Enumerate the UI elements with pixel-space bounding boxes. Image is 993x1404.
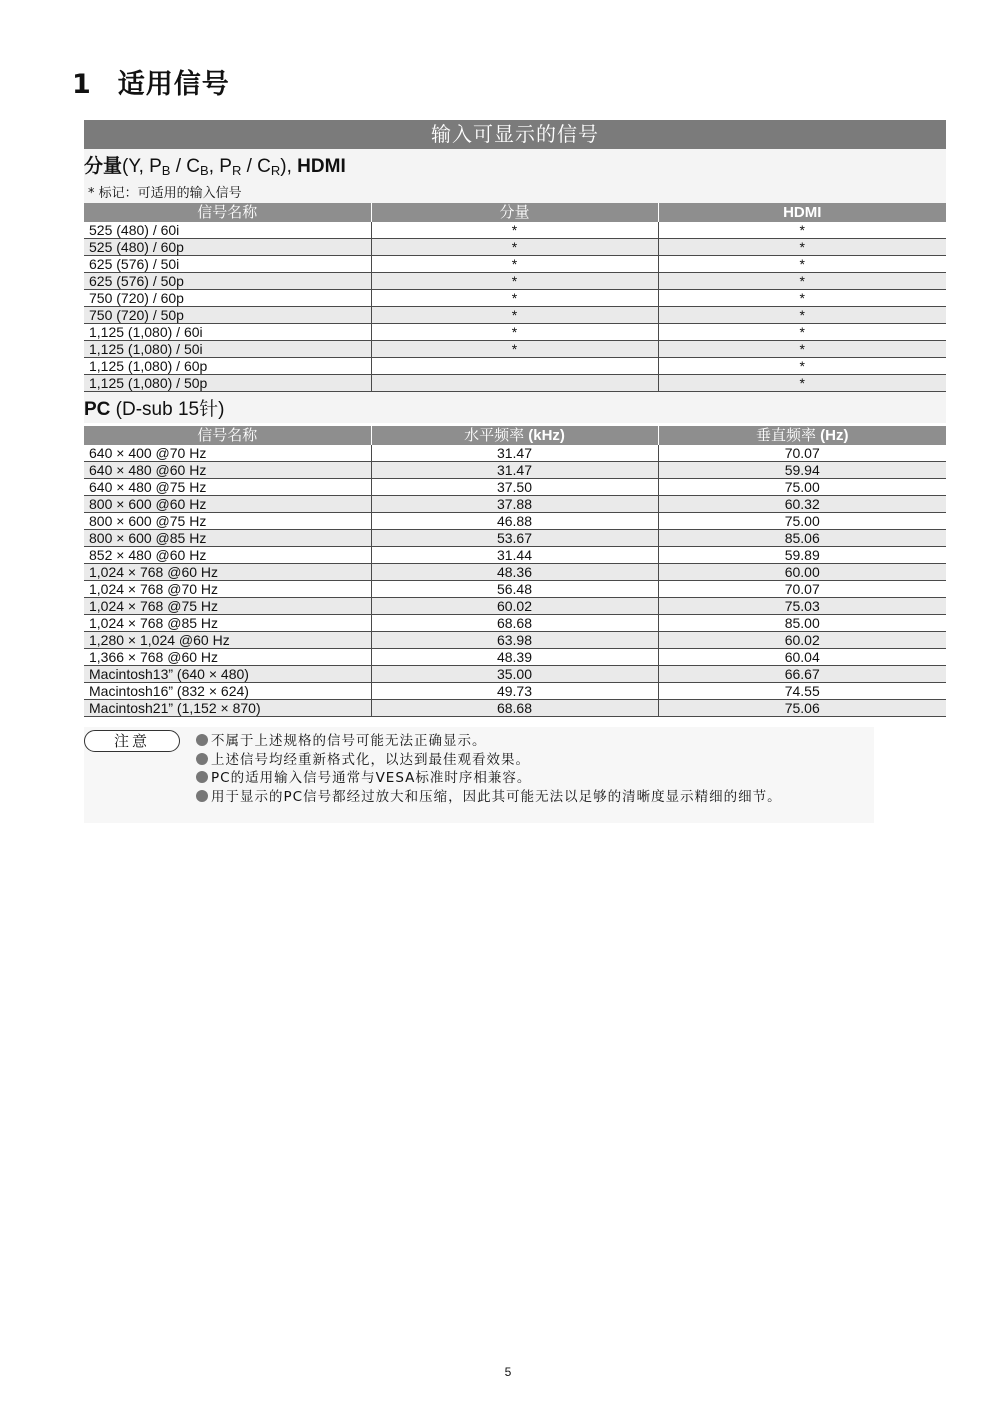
component-table-body [84, 222, 946, 392]
component-title-comma: , P [208, 156, 232, 177]
bullet-icon [196, 753, 208, 765]
bullet-icon [196, 790, 208, 802]
pc-table-cell: 59.89 [658, 547, 946, 564]
component-table-cell: * [658, 273, 946, 290]
component-table-cell: * [658, 324, 946, 341]
pc-table-cell: 1,024 × 768 @85 Hz [84, 615, 371, 632]
pc-table-cell: 75.06 [658, 700, 946, 717]
component-table-cell: * [371, 307, 658, 324]
component-table-cell: * [371, 222, 658, 239]
component-table-cell: * [371, 290, 658, 307]
note-item [196, 788, 782, 807]
component-title-prefix: 分量 [84, 156, 123, 177]
table-row [84, 513, 946, 530]
component-table-cell [371, 375, 658, 392]
table-row [84, 273, 946, 290]
table-row [84, 564, 946, 581]
pc-table-body [84, 445, 946, 717]
horizontal-frequency-label: 水平频率 [464, 427, 529, 444]
pc-table-cell: 1,366 × 768 @60 Hz [84, 649, 371, 666]
pc-table-cell: 60.00 [658, 564, 946, 581]
pc-table-cell: 49.73 [371, 683, 658, 700]
pc-table-cell: 1,024 × 768 @60 Hz [84, 564, 371, 581]
pc-table-cell: 37.50 [371, 479, 658, 496]
table-row [84, 222, 946, 239]
pc-table-cell: 852 × 480 @60 Hz [84, 547, 371, 564]
component-table-cell: * [658, 341, 946, 358]
pc-table-header [84, 426, 946, 445]
pc-table-cell: 63.98 [371, 632, 658, 649]
column-header-signal-name: 信号名称 [84, 426, 371, 445]
bullet-icon [196, 734, 208, 746]
note-text: PC的适用输入信号通常与VESA标准时序相兼容。 [211, 770, 532, 786]
pc-table-cell: 75.00 [658, 513, 946, 530]
component-title-open: (Y, P [122, 156, 162, 177]
component-table-cell [371, 358, 658, 375]
pc-table-cell: 60.02 [371, 598, 658, 615]
table-row [84, 239, 946, 256]
table-row [84, 496, 946, 513]
pc-table-cell: 1,024 × 768 @70 Hz [84, 581, 371, 598]
note-item [196, 769, 782, 788]
table-row [84, 256, 946, 273]
table-row [84, 547, 946, 564]
component-table-cell: * [371, 273, 658, 290]
component-table-cell: 525 (480) / 60i [84, 222, 371, 239]
pc-table-cell: 68.68 [371, 615, 658, 632]
component-table-cell: * [658, 375, 946, 392]
column-header-signal-name: 信号名称 [84, 203, 371, 222]
component-panel [84, 149, 946, 203]
pc-table-cell: 60.04 [658, 649, 946, 666]
pc-table-cell: 48.36 [371, 564, 658, 581]
pc-table-cell: Macintosh16” (832 × 624) [84, 683, 371, 700]
pc-table-cell: 31.47 [371, 462, 658, 479]
component-title-hdmi: HDMI [297, 156, 346, 177]
section-title: 适用信号 [117, 69, 230, 100]
signals-content [84, 120, 946, 823]
component-table-cell: * [371, 341, 658, 358]
pc-table-cell: 60.02 [658, 632, 946, 649]
pc-title-rest: (D-sub 15针) [110, 399, 225, 420]
component-table-cell: 625 (576) / 50p [84, 273, 371, 290]
notes-list [196, 732, 782, 806]
pc-table-cell: 800 × 600 @85 Hz [84, 530, 371, 547]
column-header-hdmi [658, 203, 946, 222]
component-table-cell: 750 (720) / 60p [84, 290, 371, 307]
pc-table-cell: 68.68 [371, 700, 658, 717]
notes-box [84, 727, 874, 823]
component-table-cell: * [658, 307, 946, 324]
table-row [84, 598, 946, 615]
bullet-icon [196, 771, 208, 783]
column-header-hdmi-label: HDMI [783, 204, 822, 221]
table-row [84, 530, 946, 547]
horizontal-frequency-unit: (kHz) [528, 427, 565, 444]
component-table-cell: 1,125 (1,080) / 60p [84, 358, 371, 375]
table-row [84, 290, 946, 307]
pc-table-cell: 46.88 [371, 513, 658, 530]
pc-table-cell: 800 × 600 @60 Hz [84, 496, 371, 513]
pc-table-cell: 70.07 [658, 581, 946, 598]
pc-signal-table [84, 426, 946, 717]
pc-table-cell: 640 × 400 @70 Hz [84, 445, 371, 462]
component-table-cell: * [658, 222, 946, 239]
pc-table-cell: 60.32 [658, 496, 946, 513]
notes-label: 注意 [84, 730, 180, 752]
component-table-cell: * [371, 324, 658, 341]
table-row [84, 341, 946, 358]
table-row [84, 700, 946, 717]
note-text: 上述信号均经重新格式化，以达到最佳观看效果。 [211, 751, 530, 768]
table-row [84, 479, 946, 496]
component-sub-cr: R [270, 163, 281, 178]
pc-panel [84, 392, 946, 423]
table-row [84, 307, 946, 324]
table-row [84, 649, 946, 666]
pc-table-cell: 70.07 [658, 445, 946, 462]
component-table-cell: * [658, 256, 946, 273]
table-row [84, 615, 946, 632]
component-table-cell: * [658, 358, 946, 375]
signals-banner: 输入可显示的信号 [84, 120, 946, 149]
pc-table-cell: 66.67 [658, 666, 946, 683]
pc-table-cell: 56.48 [371, 581, 658, 598]
table-row [84, 632, 946, 649]
column-header-horizontal-frequency [371, 426, 658, 445]
component-sub-pb: B [161, 163, 171, 178]
table-row [84, 683, 946, 700]
pc-table-cell: 74.55 [658, 683, 946, 700]
vertical-frequency-label: 垂直频率 [756, 427, 821, 444]
pc-table-cell: 800 × 600 @75 Hz [84, 513, 371, 530]
pc-table-cell: 48.39 [371, 649, 658, 666]
pc-title-bold: PC [84, 399, 111, 420]
pc-table-cell: 53.67 [371, 530, 658, 547]
pc-table-cell: 85.06 [658, 530, 946, 547]
pc-table-cell: 85.00 [658, 615, 946, 632]
note-item [196, 732, 782, 751]
pc-table-cell: 640 × 480 @60 Hz [84, 462, 371, 479]
table-row [84, 324, 946, 341]
component-table-cell: 525 (480) / 60p [84, 239, 371, 256]
table-row [84, 666, 946, 683]
pc-table-cell: Macintosh21” (1,152 × 870) [84, 700, 371, 717]
component-table-cell: 625 (576) / 50i [84, 256, 371, 273]
component-signal-table [84, 203, 946, 392]
component-table-cell: * [371, 239, 658, 256]
component-sub-cb: B [200, 163, 209, 178]
component-table-cell: 1,125 (1,080) / 50p [84, 375, 371, 392]
page-number: 5 [504, 1365, 512, 1379]
component-title-close: ), [280, 156, 298, 177]
pc-table-cell: 35.00 [371, 666, 658, 683]
component-title-slash2: / C [241, 156, 271, 177]
table-row [84, 462, 946, 479]
note-item [196, 751, 782, 770]
table-row [84, 358, 946, 375]
pc-table-cell: 31.44 [371, 547, 658, 564]
pc-table-cell: 31.47 [371, 445, 658, 462]
note-text: 不属于上述规格的信号可能无法正确显示。 [211, 733, 487, 749]
pc-table-cell: 640 × 480 @75 Hz [84, 479, 371, 496]
component-note: * 标记：可适用的输入信号 [88, 186, 242, 201]
component-section-title [84, 149, 946, 184]
pc-table-cell: Macintosh13” (640 × 480) [84, 666, 371, 683]
component-table-cell: * [658, 290, 946, 307]
page-title [72, 62, 230, 101]
pc-table-cell: 59.94 [658, 462, 946, 479]
section-number: 1 [72, 69, 92, 100]
component-table-cell: * [371, 256, 658, 273]
pc-table-cell: 1,024 × 768 @75 Hz [84, 598, 371, 615]
pc-table-cell: 75.00 [658, 479, 946, 496]
component-table-cell: * [658, 239, 946, 256]
table-row [84, 445, 946, 462]
component-sub-pr: R [231, 163, 242, 178]
component-table-cell: 1,125 (1,080) / 60i [84, 324, 371, 341]
component-table-header [84, 203, 946, 222]
pc-section-title [84, 392, 946, 423]
component-table-cell: 1,125 (1,080) / 50i [84, 341, 371, 358]
component-title-slash1: / C [170, 156, 201, 177]
column-header-component: 分量 [371, 203, 658, 222]
table-row [84, 581, 946, 598]
pc-table-cell: 37.88 [371, 496, 658, 513]
pc-table-cell: 75.03 [658, 598, 946, 615]
vertical-frequency-unit: (Hz) [820, 427, 849, 444]
note-text: 用于显示的PC信号都经过放大和压缩，因此其可能无法以足够的清晰度显示精细的细节。 [211, 788, 782, 805]
component-table-cell: 750 (720) / 50p [84, 307, 371, 324]
pc-table-cell: 1,280 × 1,024 @60 Hz [84, 632, 371, 649]
column-header-vertical-frequency [658, 426, 946, 445]
table-row [84, 375, 946, 392]
